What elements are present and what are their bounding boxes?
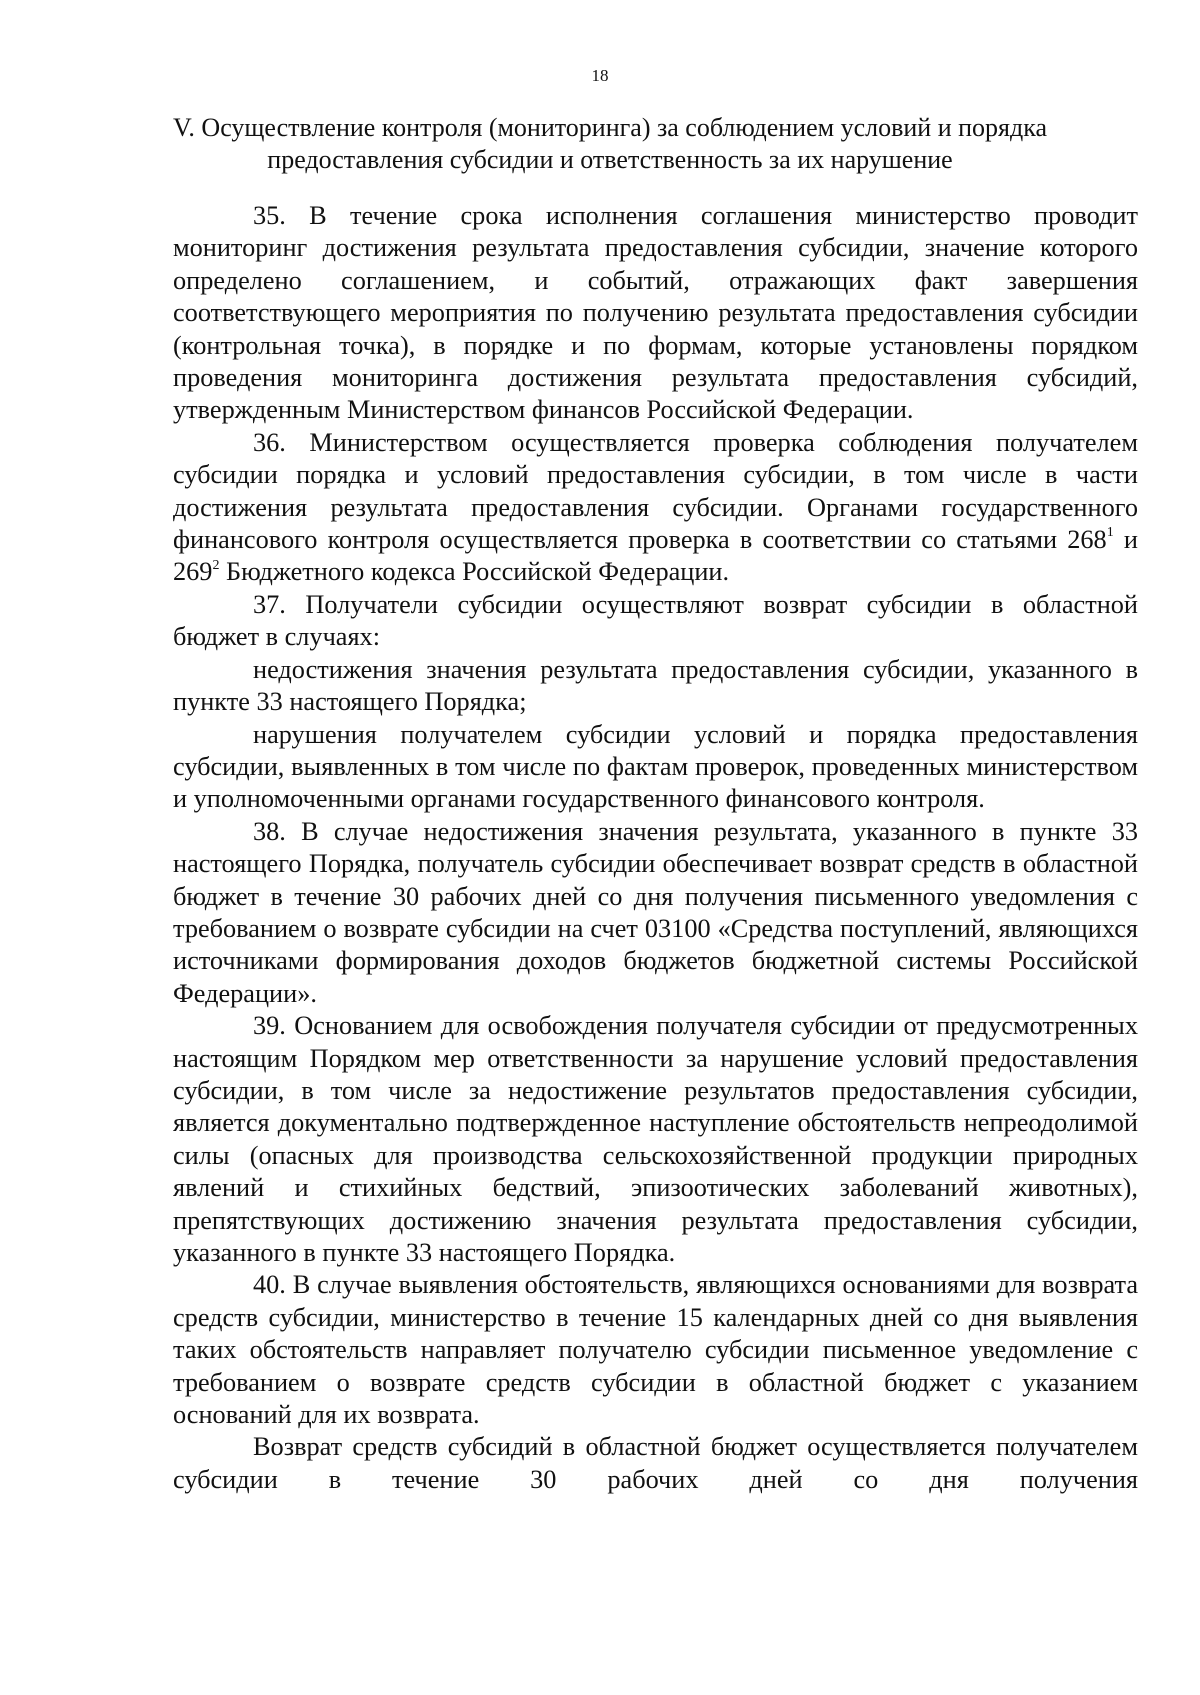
paragraph-36 <box>173 427 1138 589</box>
section-heading: V. Осуществление контроля (мониторинга) за соблюдением условий и порядка предоставления субсидии и ответственность за их нарушение <box>173 113 1047 174</box>
paragraph-37-item-1: недостижения значения результата предоставления субсидии, указанного в пункте 33 настоящего Порядка; <box>173 654 1138 717</box>
paragraph-35: 35. В течение срока исполнения соглашения министерство проводит мониторинг достижения результата предоставления субсидии, значение которого определено соглашением, и событий, отражающих факт завершения соответствующего мероприятия по получению результата предоставления субсидии (контрольная точка), в порядке и по формам, которые установлены порядком проведения мониторинга достижения результата предоставления субсидий, утвержденным Министерством финансов Российской Федерации. <box>173 201 1138 425</box>
document-body <box>173 200 1138 1496</box>
paragraph-36-mid: и 269 <box>173 525 1138 587</box>
paragraph-36-start: 36. Министерством осуществляется проверка соблюдения получателем субсидии порядка и условий предоставления субсидии, в том числе в части достижения результата предоставления субсидии. Органами государственного финансового контроля осуществляется проверка в соответствии со статьями 268 <box>173 427 1138 555</box>
paragraph-40-continuation: Возврат средств субсидий в областной бюджет осуществляется получателем субсидии в течение 30 рабочих дней со дня получения <box>173 1432 1138 1494</box>
paragraph-37-item-2: нарушения получателем субсидии условий и порядка предоставления субсидии, выявленных в том числе по фактам проверок, проведенных министерством и уполномоченными органами государственного финансового контроля. <box>173 719 1138 814</box>
superscript-2: 2 <box>212 557 220 573</box>
paragraph-40: 40. В случае выявления обстоятельств, являющихся основаниями для возврата средств субсидии, министерство в течение 15 календарных дней со дня выявления таких обстоятельств направляет получателю субсидии письменное уведомление с требованием о возврате средств субсидии в областной бюджет с указанием оснований для их возврата. <box>173 1270 1138 1430</box>
page-number: 18 <box>591 66 609 85</box>
paragraph-37: 37. Получатели субсидии осуществляют возврат субсидии в областной бюджет в случаях: <box>173 589 1138 652</box>
paragraph-38: 38. В случае недостижения значения результата, указанного в пункте 33 настоящего Порядка, получатель субсидии обеспечивает возврат средств в областной бюджет в течение 30 рабочих дней со дня получения письменного уведомления с требованием о возврате субсидии на счет 03100 «Средства поступлений, являющихся источниками формирования доходов бюджетов бюджетной системы Российской Федерации». <box>173 816 1138 1008</box>
paragraph-36-end: Бюджетного кодекса Российской Федерации. <box>219 557 730 587</box>
superscript-1: 1 <box>1106 525 1114 541</box>
paragraph-39: 39. Основанием для освобождения получателя субсидии от предусмотренных настоящим Порядком мер ответственности за нарушение условий предоставления субсидии, в том числе за недостижение результатов предоставления субсидии, является документально подтвержденное наступление обстоятельств непреодолимой силы (опасных для производства сельскохозяйственной продукции природных явлений и стихийных бедствий, эпизоотических заболеваний животных), препятствующих достижению значения результата предоставления субсидии, указанного в пункте 33 настоящего Порядка. <box>173 1011 1138 1267</box>
